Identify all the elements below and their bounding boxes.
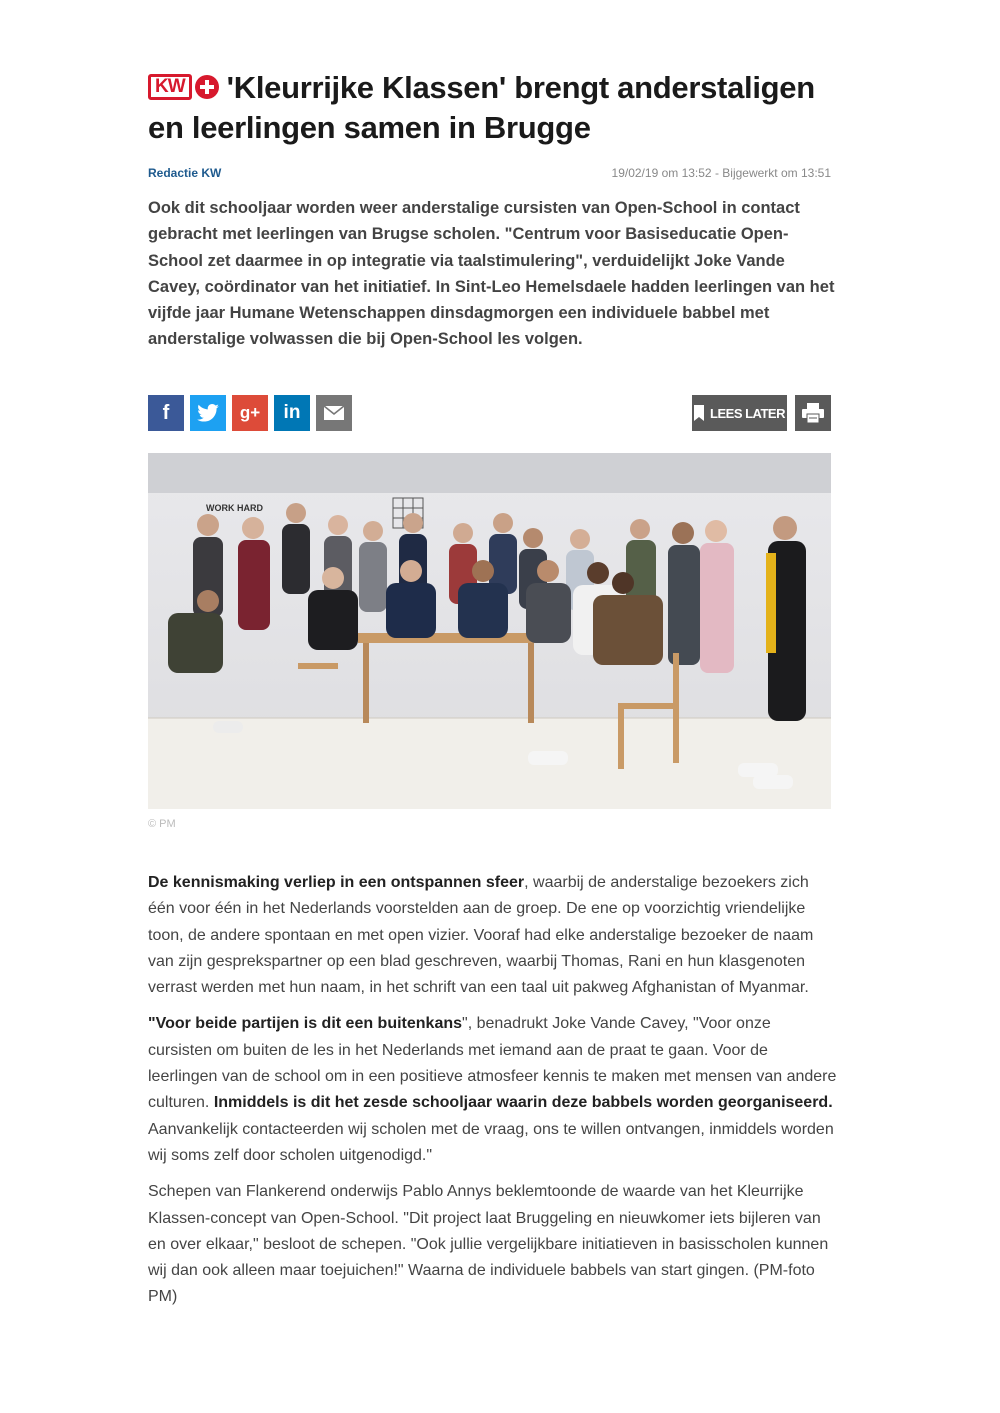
photo-caption: © PM (148, 818, 176, 830)
bookmark-icon (694, 405, 704, 421)
headline-text: 'Kleurrijke Klassen' brengt anderstaligen en leerlingen samen in Brugge (148, 70, 815, 145)
printer-icon (802, 403, 824, 423)
article-photo (148, 453, 831, 809)
google-plus-share-button[interactable] (232, 395, 268, 431)
quote-bold-lead: "Voor beide partijen is dit een buitenkans (148, 1015, 463, 1033)
twitter-icon (197, 404, 219, 422)
article-paragraph: Schepen van Flankerend onderwijs Pablo Annys beklemtoonde de waarde van het Kleurrijke Klassen-concept van Open-School. "Dit project laat Bruggeling en nieuwkomer iets bijleren van en over elkaar," besloot de schepen. "Ook jullie vergelijkbare initiatieven in basisscholen kunnen wij dan ook alleen maar toejuichen!" Waarna de individuele babbels van start gingen. (PM-foto PM) (148, 1183, 829, 1306)
publish-date: 19/02/19 om 13:52 - Bijgewerkt om 13:51 (611, 166, 831, 180)
email-share-button[interactable] (316, 395, 352, 431)
linkedin-share-button[interactable] (274, 395, 310, 431)
twitter-share-button[interactable] (190, 395, 226, 431)
facebook-icon: f (162, 401, 170, 424)
kw-logo-text: KW (148, 74, 192, 100)
article-intro: Ook dit schooljaar worden weer anderstalige cursisten van Open-School in contact gebracht met leerlingen van Brugse scholen. "Centrum voor Basiseducatie Open-School zet daarmee in op integratie via taalstimulering", verduidelijkt Joke Vande Cavey, coördinator van het initiatief. In Sint-Leo Hemelsdaele hadden leerlingen van het vijfde jaar Humane Wetenschappen dinsdagmorgen een individuele babbel met anderstalige volwassen die bij Open-School les volgen. (148, 199, 835, 349)
linkedin-icon: in (283, 402, 301, 423)
paragraph-text: ", benadrukt Joke Vande Cavey, "Voor onze cursisten om buiten de les in het Nederlands met iemand aan de praat te gaan. Voor de leerlingen van de school om in een positieve atmosfeer kennis te maken met mensen van andere culturen. (148, 1015, 837, 1112)
google-plus-icon: g+ (239, 403, 261, 422)
read-later-button[interactable] (692, 395, 787, 431)
author-link[interactable]: Redactie KW (148, 166, 222, 180)
kw-plus-logo[interactable] (148, 74, 219, 100)
wall-text: WORK HARD (206, 503, 263, 513)
share-bar (148, 395, 352, 431)
read-later-label: LEES LATER (710, 405, 785, 421)
article-headline (148, 68, 848, 148)
paragraph-text: , waarbij de anderstalige bezoekers zich één voor één in het Nederlands voorstelden aan de groep. De ene op voorzichtig vriendelijke toon, de andere spontaan en met open vizier. Vooraf had elke anderstalige bezoeker de naam van zijn gesprekspartner op een blad geschreven, waarbij Thomas, Rani en hun klasgenoten verrast werden met hun naam, in het schrift van een taal uit pakweg Afghanistan of Myanmar. (148, 874, 814, 997)
quote-bold-highlight: Inmiddels is dit het zesde schooljaar waarin deze babbels worden georganiseerd. (213, 1094, 833, 1112)
facebook-share-button[interactable] (148, 395, 184, 431)
group-photo (148, 453, 831, 809)
article-body (148, 870, 838, 1321)
paragraph-text: Aanvankelijk contacteerden wij scholen met de vraag, ons te willen ontvangen, inmiddels worden wij soms zelf door scholen uitgenodigd." (148, 1120, 834, 1164)
plus-icon (195, 75, 219, 99)
print-button[interactable] (795, 395, 831, 431)
article-paragraph (148, 870, 838, 1001)
article-meta (148, 166, 831, 184)
envelope-icon (323, 405, 345, 421)
paragraph-bold-lead: De kennismaking verliep in een ontspannen sfeer (148, 874, 525, 891)
article-paragraph (148, 1011, 838, 1169)
